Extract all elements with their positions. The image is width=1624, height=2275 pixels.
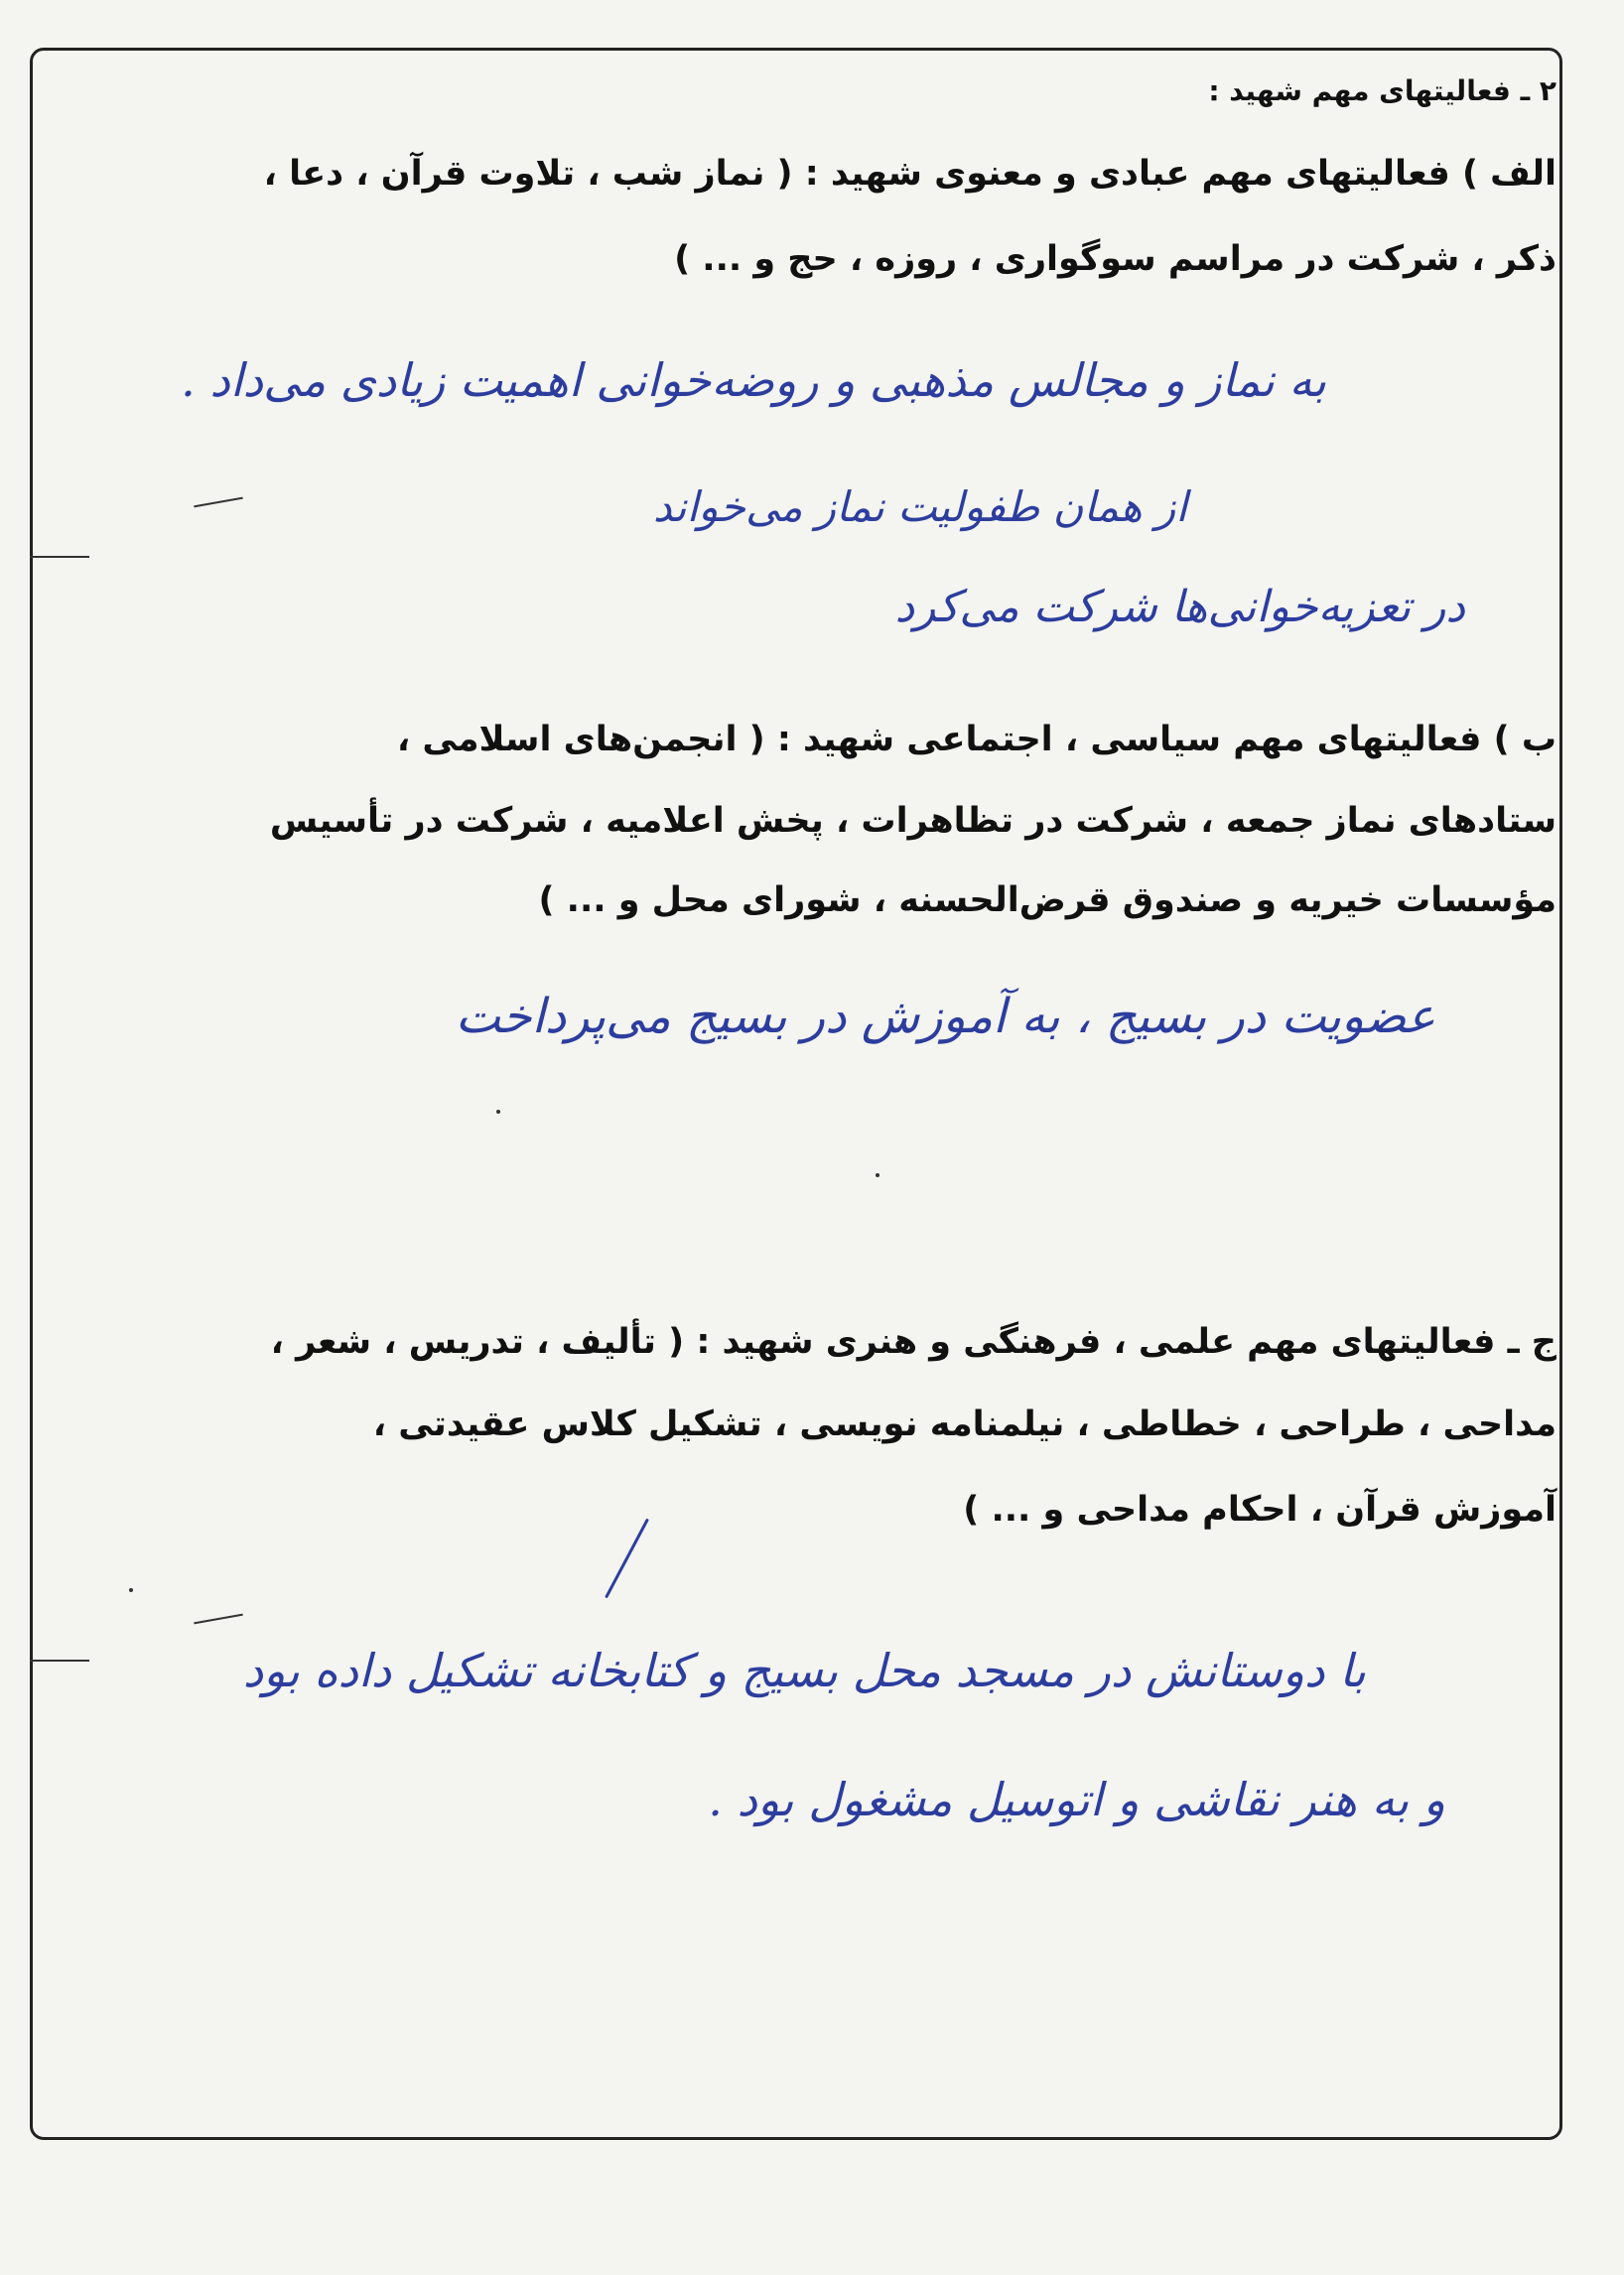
ink-dot [876, 1173, 880, 1177]
section-c-line-2: مداحی ، طراحی ، خطاطی ، نیلمنامه نویسی ، تشکیل کلاس عقیدتی ، [372, 1405, 1556, 1444]
section-b-line-1: ب ) فعالیتهای مهم سیاسی ، اجتماعی شهید : ( انجمن‌های اسلامی ، [396, 720, 1556, 759]
margin-tick-mark [30, 1660, 89, 1662]
handwritten-note-b-1: عضویت در بسیج ، به آموزش در بسیج می‌پرداخت [455, 989, 1435, 1044]
ink-dot [129, 1588, 133, 1592]
section-c-line-3: آموزش قرآن ، احکام مداحی و ... ) [963, 1490, 1556, 1530]
handwritten-note-c-1: با دوستانش در مسجد محل بسیج و کتابخانه تشکیل داده بود [242, 1644, 1366, 1697]
handwritten-note-a-3: در تعزیه‌خوانی‌ها شرکت می‌کرد [894, 582, 1465, 632]
section-b-line-3: مؤسسات خیریه و صندوق قرض‌الحسنه ، شورای محل و ... ) [538, 880, 1556, 920]
section-b-line-2: ستادهای نماز جمعه ، شرکت در تظاهرات ، پخش اعلامیه ، شرکت در تأسیس [269, 801, 1556, 841]
ink-dot [496, 1110, 500, 1114]
section-a-line-2: ذکر ، شرکت در مراسم سوگواری ، روزه ، حج و ... ) [674, 239, 1556, 279]
margin-tick-mark [30, 556, 89, 558]
section-heading: ۲ ـ فعالیتهای مهم شهید : [1208, 74, 1556, 107]
section-a-line-1: الف ) فعالیتهای مهم عبادی و معنوی شهید : ( نماز شب ، تلاوت قرآن ، دعا ، [263, 154, 1556, 194]
section-c-line-1: ج ـ فعالیتهای مهم علمی ، فرهنگی و هنری شهید : ( تألیف ، تدریس ، شعر ، [270, 1322, 1556, 1362]
handwritten-note-a-2: از همان طفولیت نماز می‌خواند [652, 482, 1187, 531]
handwritten-note-c-2: و به هنر نقاشی و اتوسیل مشغول بود . [708, 1773, 1445, 1826]
handwritten-note-a-1: به نماز و مجالس مذهبی و روضه‌خوانی اهمیت زیادی می‌داد . [181, 353, 1326, 407]
